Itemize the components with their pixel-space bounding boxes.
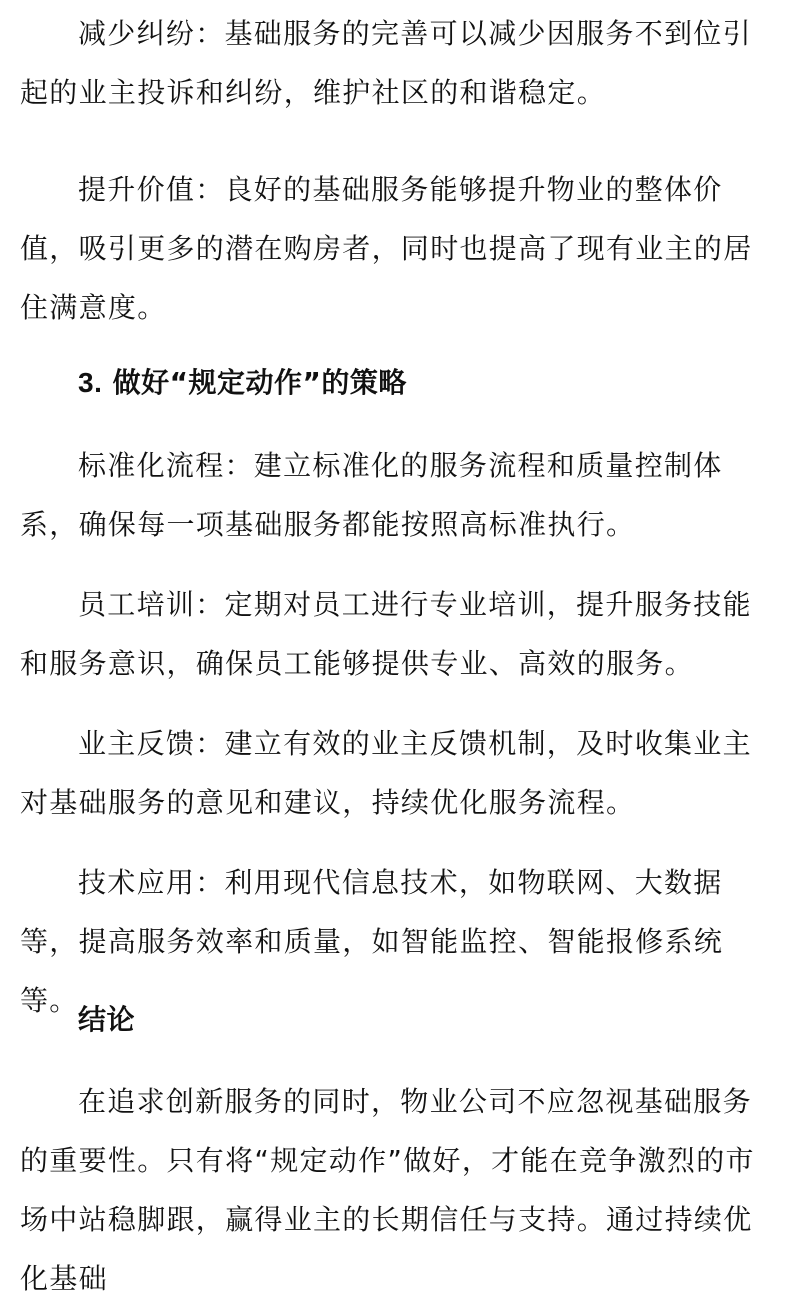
paragraph-raise-value: 提升价值：良好的基础服务能够提升物业的整体价值，吸引更多的潜在购房者，同时也提高了现有业主的居住满意度。 — [20, 173, 753, 324]
paragraph-reduce-disputes: 减少纠纷：基础服务的完善可以减少因服务不到位引起的业主投诉和纠纷，维护社区的和谐稳定。 — [20, 17, 752, 109]
section-title: 做好“规定动作”的策略 — [112, 366, 407, 399]
section-heading-3 — [78, 363, 407, 403]
paragraph-technology: 技术应用：利用现代信息技术，如物联网、大数据等，提高服务效率和质量，如智能监控、智能报修系统等。 — [20, 866, 724, 1017]
paragraph-conclusion: 在追求创新服务的同时，物业公司不应忽视基础服务的重要性。只有将“规定动作”做好，才能在竞争激烈的市场中站稳脚跟，赢得业主的长期信任与支持。通过持续优化基础 — [20, 1085, 755, 1295]
paragraph-standard-process: 标准化流程：建立标准化的服务流程和质量控制体系，确保每一项基础服务都能按照高标准执行。 — [20, 449, 723, 541]
section-number: 3. — [78, 367, 103, 398]
paragraph-staff-training: 员工培训：定期对员工进行专业培训，提升服务技能和服务意识，确保员工能够提供专业、高效的服务。 — [20, 588, 752, 680]
conclusion-heading: 结论 — [78, 1003, 136, 1036]
paragraph-owner-feedback: 业主反馈：建立有效的业主反馈机制，及时收集业主对基础服务的意见和建议，持续优化服务流程。 — [20, 727, 752, 819]
